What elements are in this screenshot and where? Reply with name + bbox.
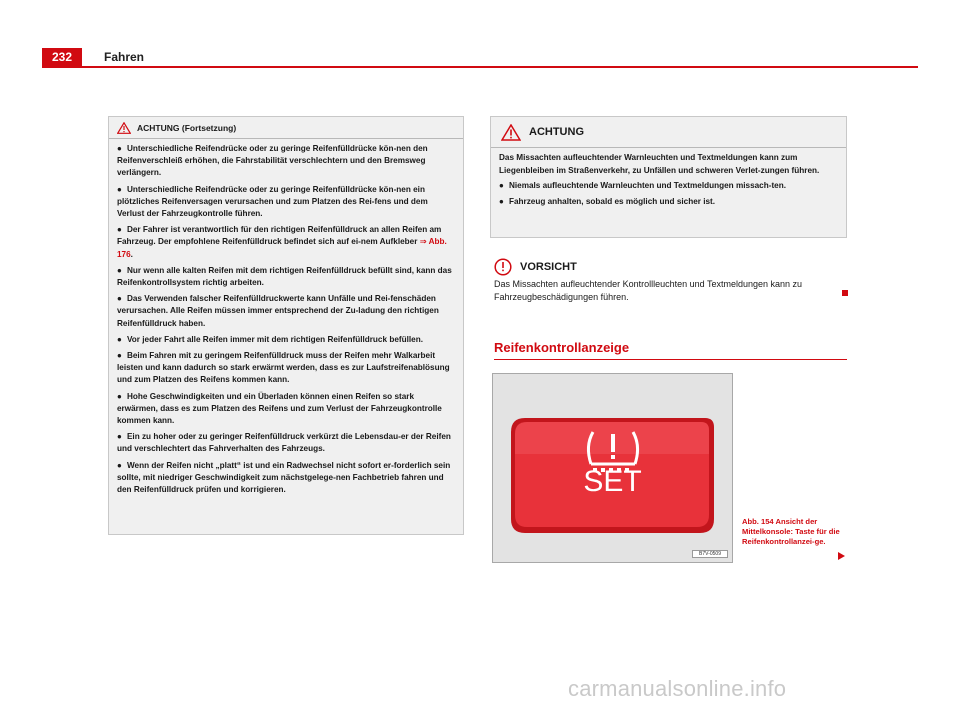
list-item: ● Der Fahrer ist verantwortlich für den richtigen Reifenfülldruck an allen Reifen am Fahrzeug. Der empfohlene Reifenfülldruck befindet sich auf ei-nem Aufkleber ⇒ Abb. 176.	[117, 225, 447, 259]
warning-box	[490, 116, 847, 238]
caution-note	[494, 258, 854, 303]
warning-box-continued	[108, 116, 464, 535]
caution-circle-icon	[494, 258, 512, 276]
page-number: 232	[42, 48, 82, 66]
bullet: ●	[117, 432, 122, 442]
list-item: ● Unterschiedliche Reifendrücke oder zu geringe Reifenfülldrücke kön-nen ein plötzliches Reifenversagen verursachen und zum Platzen des Rei-fens und dem Verlust der Fahrzeugkontrolle führen.	[117, 184, 428, 219]
bullet: ●	[117, 265, 122, 275]
list-item: ● Niemals aufleuchtende Warnleuchten und Textmeldungen missach-ten.	[499, 181, 787, 190]
list-item: ● Unterschiedliche Reifendrücke oder zu geringe Reifenfülldrücke kön-nen den Reifenverschleiß erhöhen, die Fahrstabilität verschlechtern und den Bremsweg verlängern.	[117, 144, 428, 178]
continue-arrow-icon	[838, 552, 845, 560]
list-item: ● Vor jeder Fahrt alle Reifen immer mit dem richtigen Reifenfülldruck befüllen.	[117, 334, 423, 344]
bullet: ●	[499, 196, 504, 206]
warning-triangle-icon	[501, 124, 521, 141]
list-item: ● Ein zu hoher oder zu geringer Reifenfülldruck verkürzt die Lebensdau-er der Reifen und verschlechtert das Fahrverhalten des Fahrzeugs.	[117, 432, 451, 454]
warning-intro: Das Missachten aufleuchtender Warnleuchten und Textmeldungen kann zum Liegenbleiben im Straßenverkehr, zu Unfällen und schweren Verlet-zungen führen.	[499, 153, 820, 175]
bullet: ●	[117, 144, 122, 153]
watermark: carmanualsonline.info	[568, 676, 787, 701]
bullet: ●	[117, 460, 122, 470]
bullet: ●	[117, 184, 122, 194]
figure-image	[492, 373, 733, 563]
caution-title: VORSICHT	[520, 261, 577, 273]
list-item: ● Beim Fahren mit zu geringem Reifenfülldruck muss der Reifen mehr Walkarbeit leisten und kann dadurch so stark erwärmt werden, dass es zur Laufstreifenablösung und zum Platzen des Reifens kommen kann.	[117, 351, 450, 385]
bullet: ●	[117, 294, 122, 304]
warning-title: ACHTUNG	[529, 126, 584, 138]
figure-code: B7V-0509	[692, 550, 728, 558]
figure-link[interactable]: ⇒ Abb. 176	[117, 237, 447, 259]
page-header	[42, 48, 918, 68]
list-item: ● Wenn der Reifen nicht „platt“ ist und ein Radwechsel nicht sofort er-forderlich sein sollte, mit niedriger Geschwindigkeit zum nächstgelege-nen Fachbetrieb fahren und den Reifenfülldruck prüfen und korrigieren.	[117, 460, 451, 495]
section-title: Reifenkontrollanzeige	[494, 340, 847, 360]
list-item: ● Das Verwenden falscher Reifenfülldruckwerte kann Unfälle und Rei-fenschäden verursachen. Alle Reifen müssen immer entsprechend der Zu-ladung den richtigen Reifenfülldruck haben.	[117, 294, 439, 328]
bullet: ●	[499, 181, 504, 190]
list-item: ● Fahrzeug anhalten, sobald es möglich und sicher ist.	[499, 196, 716, 206]
set-button-label: SET	[583, 465, 642, 498]
caution-header	[494, 258, 854, 276]
caution-text: Das Missachten aufleuchtender Kontrollleuchten und Textmeldungen kann zu Fahrzeugbeschädigungen führen.	[494, 279, 803, 302]
warning-title: ACHTUNG (Fortsetzung)	[137, 122, 237, 133]
warning-list	[109, 139, 463, 496]
list-item: ● Hohe Geschwindigkeiten und ein Überladen können einen Reifen so stark erwärmen, dass es zum Platzen des Reifens und zum Verlust der Fahrzeugkontrolle kommen kann.	[117, 391, 442, 426]
end-of-section-marker	[842, 290, 848, 296]
warning-triangle-icon	[117, 122, 131, 134]
warning-box-header	[491, 117, 846, 148]
figure-caption: Abb. 154 Ansicht der Mittelkonsole: Taste für die Reifenkontrollanzei-ge.	[742, 517, 840, 546]
bullet: ●	[117, 225, 122, 235]
bullet: ●	[117, 351, 122, 361]
list-item: ● Nur wenn alle kalten Reifen mit dem richtigen Reifenfülldruck befüllt sind, kann das Reifenkontrollsystem richtig arbeiten.	[117, 265, 452, 288]
chapter-title: Fahren	[104, 50, 145, 64]
warning-box-header	[109, 117, 463, 139]
warning-list	[491, 148, 846, 208]
bullet: ●	[117, 391, 122, 401]
bullet: ●	[117, 334, 122, 344]
